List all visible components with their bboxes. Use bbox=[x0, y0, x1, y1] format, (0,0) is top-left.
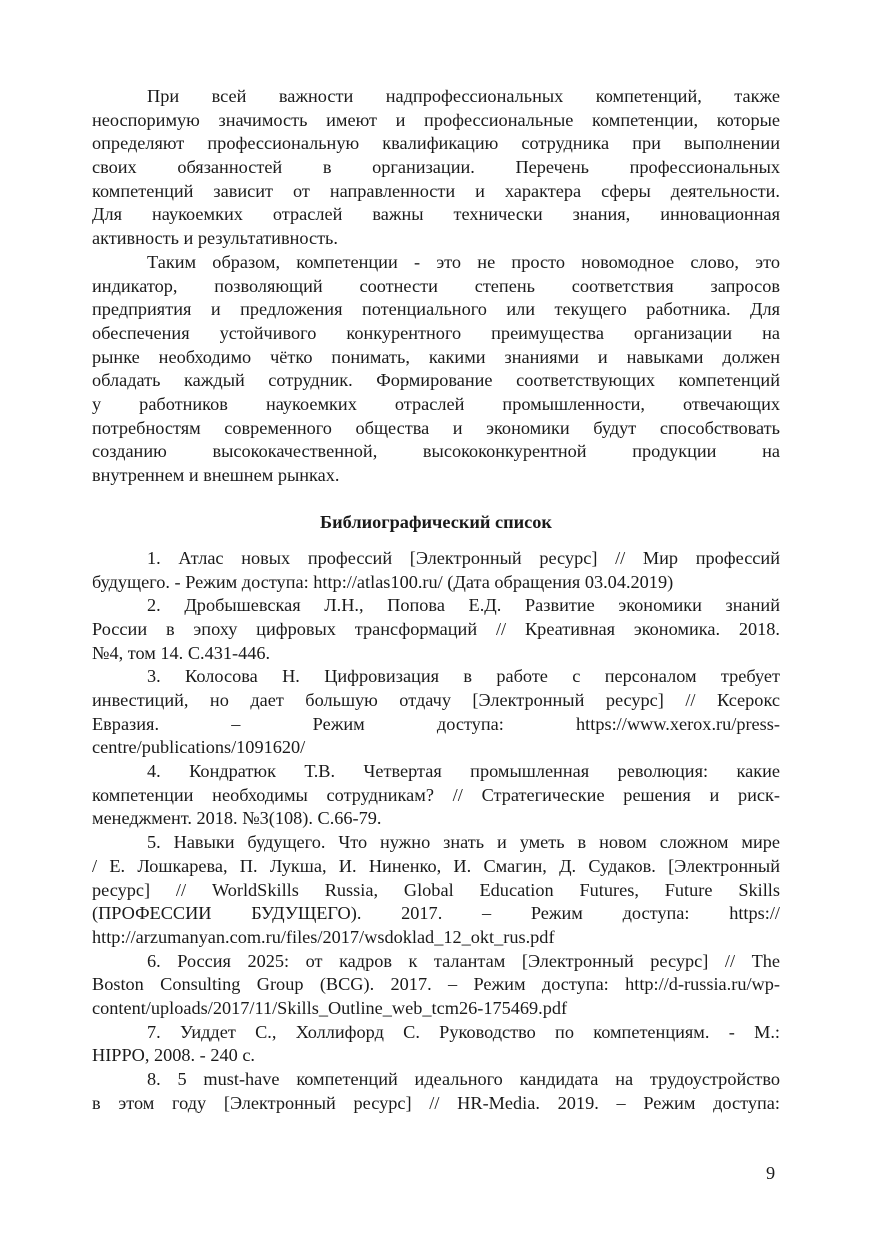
text-line: менеджмент. 2018. №3(108). С.66-79. bbox=[92, 808, 382, 829]
bibliography-item bbox=[92, 1068, 780, 1115]
bibliography-item bbox=[92, 665, 780, 760]
text-line: потребностям современного общества и экономики будут способствовать bbox=[92, 417, 780, 438]
text-line: 4. Кондратюк Т.В. Четвертая промышленная революция: какие bbox=[147, 761, 780, 782]
text-line: в этом году [Электронный ресурс] // HR-Media. 2019. – Режим доступа: bbox=[92, 1092, 780, 1113]
bibliography-list bbox=[92, 547, 780, 1116]
text-line: активность и результативность. bbox=[92, 228, 338, 249]
text-line: При всей важности надпрофессиональных компетенций, также bbox=[147, 86, 780, 106]
text-line: будущего. - Режим доступа: http://atlas100.ru/ (Дата обращения 03.04.2019) bbox=[92, 571, 674, 592]
bibliography-item bbox=[92, 831, 780, 949]
text-line: http://arzumanyan.com.ru/files/2017/wsdoklad_12_okt_rus.pdf bbox=[92, 926, 555, 947]
text-line: рынке необходимо чётко понимать, какими знаниями и навыками должен bbox=[92, 346, 780, 367]
text-line: 8. 5 must-have компетенций идеального кандидата на трудоустройство bbox=[147, 1069, 780, 1089]
text-line: у работников наукоемких отраслей промышленности, отвечающих bbox=[92, 393, 780, 414]
text-line: №4, том 14. С.431-446. bbox=[92, 642, 271, 663]
text-line: России в эпоху цифровых трансформаций // Креативная экономика. 2018. bbox=[92, 618, 780, 639]
text-line: Евразия. – Режим доступа: https://www.xerox.ru/press- bbox=[92, 713, 780, 734]
text-line: созданию высококачественной, высококонкурентной продукции на bbox=[92, 441, 780, 462]
text-line: 3. Колосова Н. Цифровизация в работе с персоналом требует bbox=[147, 666, 780, 687]
text-line: Таким образом, компетенции - это не просто новомодное слово, это bbox=[147, 251, 780, 272]
paragraph bbox=[92, 251, 780, 488]
text-line: своих обязанностей в организации. Перечень профессиональных bbox=[92, 157, 780, 178]
text-line: 1. Атлас новых профессий [Электронный ресурс] // Мир профессий bbox=[147, 547, 780, 568]
text-line: content/uploads/2017/11/Skills_Outline_web_tcm26-175469.pdf bbox=[92, 997, 568, 1018]
text-line: 6. Россия 2025: от кадров к талантам [Электронный ресурс] // The bbox=[147, 950, 780, 971]
page-number: 9 bbox=[766, 1163, 776, 1183]
text-line: HIPPO, 2008. - 240 с. bbox=[92, 1045, 256, 1066]
bibliography-item bbox=[92, 760, 780, 831]
text-line: предприятия и предложения потенциального или текущего работника. Для bbox=[92, 299, 780, 320]
text-line: (ПРОФЕССИИ БУДУЩЕГО). 2017. – Режим доступа: https:// bbox=[92, 903, 780, 924]
text-line: обеспечения устойчивого конкурентного преимущества организации на bbox=[92, 322, 780, 343]
text-line: ресурс] // WorldSkills Russia, Global Education Futures, Future Skills bbox=[92, 879, 780, 900]
body-paragraphs bbox=[92, 85, 780, 488]
text-line: определяют профессиональную квалификацию сотрудника при выполнении bbox=[92, 133, 780, 154]
text-line: Для наукоемких отраслей важны технически знания, инновационная bbox=[92, 204, 780, 225]
bibliography-item bbox=[92, 950, 780, 1021]
bibliography-item bbox=[92, 594, 780, 665]
bibliography-item bbox=[92, 547, 780, 594]
text-line: обладать каждый сотрудник. Формирование соответствующих компетенций bbox=[92, 370, 780, 391]
text-line: неоспоримую значимость имеют и профессиональные компетенции, которые bbox=[92, 109, 780, 130]
text-line: внутреннем и внешнем рынках. bbox=[92, 465, 340, 485]
text-line: индикатор, позволяющий соотнести степень соответствия запросов bbox=[92, 275, 780, 296]
text-line: 2. Дробышевская Л.Н., Попова Е.Д. Развитие экономики знаний bbox=[147, 595, 780, 616]
page-body bbox=[92, 85, 780, 1115]
text-line: / Е. Лошкарева, П. Лукша, И. Ниненко, И. Смагин, Д. Судаков. [Электронный bbox=[92, 855, 780, 876]
paragraph bbox=[92, 85, 780, 251]
text-line: Boston Consulting Group (BCG). 2017. – Режим доступа: http://d-russia.ru/wp- bbox=[92, 974, 780, 995]
text-line: 5. Навыки будущего. Что нужно знать и уметь в новом сложном мире bbox=[147, 832, 780, 853]
text-line: 7. Уиддет С., Холлифорд С. Руководство по компетенциям. - М.: bbox=[147, 1021, 780, 1042]
bibliography-item bbox=[92, 1021, 780, 1068]
text-line: компетенции необходимы сотрудникам? // Стратегические решения и риск- bbox=[92, 784, 780, 805]
text-line: инвестиций, но дает большую отдачу [Электронный ресурс] // Ксерокс bbox=[92, 690, 780, 710]
bibliography-heading: Библиографический список bbox=[320, 512, 552, 533]
text-line: компетенций зависит от направленности и характера сферы деятельности. bbox=[92, 180, 780, 201]
text-line: centre/publications/1091620/ bbox=[92, 737, 306, 758]
